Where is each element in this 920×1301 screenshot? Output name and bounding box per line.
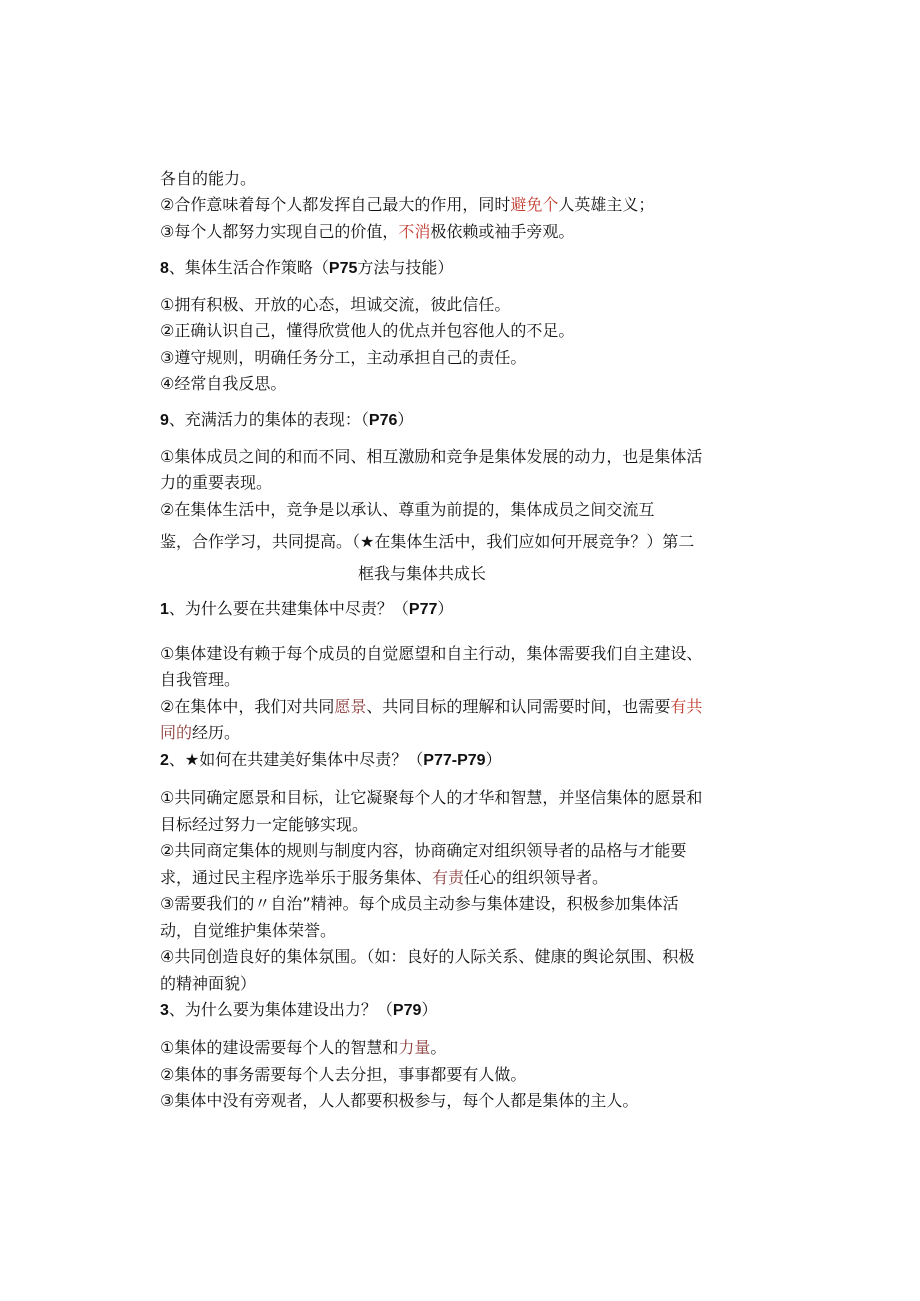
text-line <box>160 839 686 863</box>
frame-title-text: 框我与集体共成长 <box>358 564 487 583</box>
line-text: ①拥有积极、开放的心态，坦诚交流，彼此信任。 <box>160 295 511 314</box>
line-text: ①集体建设有赖于每个成员的自觉愿望和自主行动，集体需要我们自主建设、 <box>160 644 703 663</box>
text-line <box>160 866 608 890</box>
question-heading-3 <box>160 998 437 1023</box>
line-text: 的精神面貌） <box>160 974 257 993</box>
line-text: ③遵守规则，明确任务分工，主动承担自己的责任。 <box>160 348 527 367</box>
heading-text: ） <box>485 750 502 769</box>
page-ref: P77 <box>408 601 438 618</box>
highlight-text: 不消 <box>398 222 431 241</box>
highlight-text: 力量 <box>398 1038 431 1057</box>
line-text: 自我管理。 <box>160 670 241 689</box>
line-text: ③每个人都努力实现自己的价值， <box>160 222 399 241</box>
text-line <box>160 1063 526 1087</box>
line-text: ①集体成员之间的和而不同、相互激励和竞争是集体发展的动力，也是集体活 <box>160 447 703 466</box>
line-text: ③集体中没有旁观者，人人都要积极参与，每个人都是集体的主人。 <box>160 1091 639 1110</box>
heading-number: 3 <box>160 1002 169 1019</box>
text-line <box>160 813 368 837</box>
text-line <box>160 193 654 217</box>
text-line <box>160 786 702 810</box>
text-line <box>160 892 679 916</box>
heading-number: 1 <box>160 601 169 618</box>
section-heading-9 <box>160 408 413 433</box>
highlight-text: 同的 <box>160 723 193 742</box>
line-text: 。 <box>430 1038 447 1057</box>
line-text: 鉴，合作学习，共同提高。（★在集体生活中，我们应如何开展竞争？）第二 <box>160 532 695 551</box>
page-ref: P76 <box>368 412 398 429</box>
text-line <box>160 642 702 666</box>
page-ref: P79 <box>392 1002 422 1019</box>
line-text: ②共同商定集体的规则与制度内容，协商确定对组织领导者的品格与才能要 <box>160 841 687 860</box>
line-text: 力的重要表现。 <box>160 473 273 492</box>
heading-number: 8 <box>160 260 169 277</box>
line-text: ②在集体生活中，竞争是以承认、尊重为前提的，集体成员之间交流互 <box>160 500 655 519</box>
text-line <box>160 695 702 719</box>
text-line <box>160 668 240 692</box>
line-text: 各自的能力。 <box>160 169 257 188</box>
text-line <box>160 293 510 317</box>
text-line <box>160 1089 638 1113</box>
heading-text: 、充满活力的集体的表现：（ <box>168 410 369 429</box>
line-text: ①共同确定愿景和目标，让它凝聚每个人的才华和智慧，并坚信集体的愿景和 <box>160 788 703 807</box>
heading-text: ） <box>437 599 454 618</box>
heading-text: 、为什么要在共建集体中尽责？（ <box>168 599 409 618</box>
text-line <box>160 346 526 370</box>
heading-text: 、集体生活合作策略（ <box>168 258 329 277</box>
text-line <box>160 721 240 745</box>
text-line <box>160 1036 446 1060</box>
heading-text: ） <box>421 1000 438 1019</box>
highlight-text: 避免个 <box>510 195 559 214</box>
line-text: 极依赖或袖手旁观。 <box>430 222 575 241</box>
text-line <box>160 972 256 996</box>
page-ref: P75 <box>328 260 358 277</box>
text-line <box>160 471 272 495</box>
highlight-text: 愿景 <box>334 697 367 716</box>
heading-number: 2 <box>160 752 169 769</box>
line-text: ③需要我们的〃自治”精神。每个成员主动参与集体建设，积极参加集体活 <box>160 894 679 913</box>
page-ref: P77-P79 <box>423 752 486 769</box>
text-line <box>160 498 654 522</box>
heading-text: 方法与技能） <box>357 258 454 277</box>
heading-number: 9 <box>160 412 169 429</box>
heading-text: 、为什么要为集体建设出力？（ <box>168 1000 393 1019</box>
frame-title <box>358 562 486 586</box>
line-text: 、共同目标的理解和认同需要时间，也需要 <box>366 697 671 716</box>
line-text: 动，自觉维护集体荣誉。 <box>160 921 337 940</box>
highlight-text: 有责 <box>432 868 465 887</box>
highlight-text: 有共 <box>670 697 703 716</box>
line-text: ①集体的建设需要每个人的智慧和 <box>160 1038 399 1057</box>
line-text: ④共同创造良好的集体氛围。（如：良好的人际关系、健康的舆论氛围、积极 <box>160 947 695 966</box>
line-text: ②合作意味着每个人都发挥自己最大的作用，同时 <box>160 195 511 214</box>
text-line <box>160 319 574 343</box>
line-text: ④经常自我反思。 <box>160 374 287 393</box>
question-heading-1 <box>160 597 453 622</box>
line-text: 人英雄主义； <box>558 195 655 214</box>
section-heading-8 <box>160 256 453 281</box>
text-line <box>160 945 694 969</box>
text-line <box>160 220 574 244</box>
line-text: ②集体的事务需要每个人去分担，事事都要有人做。 <box>160 1065 527 1084</box>
line-text: ②在集体中，我们对共同 <box>160 697 335 716</box>
text-line <box>160 445 702 469</box>
text-line <box>160 919 336 943</box>
heading-text: ） <box>397 410 414 429</box>
line-text: ②正确认识自己，懂得欣赏他人的优点并包容他人的不足。 <box>160 321 575 340</box>
heading-text: 、★如何在共建美好集体中尽责？（ <box>168 750 424 769</box>
line-text: 求，通过民主程序选举乐于服务集体、 <box>160 868 433 887</box>
text-line <box>160 372 286 396</box>
text-line <box>160 530 694 554</box>
question-heading-2 <box>160 748 502 773</box>
line-text: 任心的组织领导者。 <box>464 868 609 887</box>
text-line <box>160 167 256 191</box>
line-text: 目标经过努力一定能够实现。 <box>160 815 369 834</box>
line-text: 经历。 <box>192 723 241 742</box>
